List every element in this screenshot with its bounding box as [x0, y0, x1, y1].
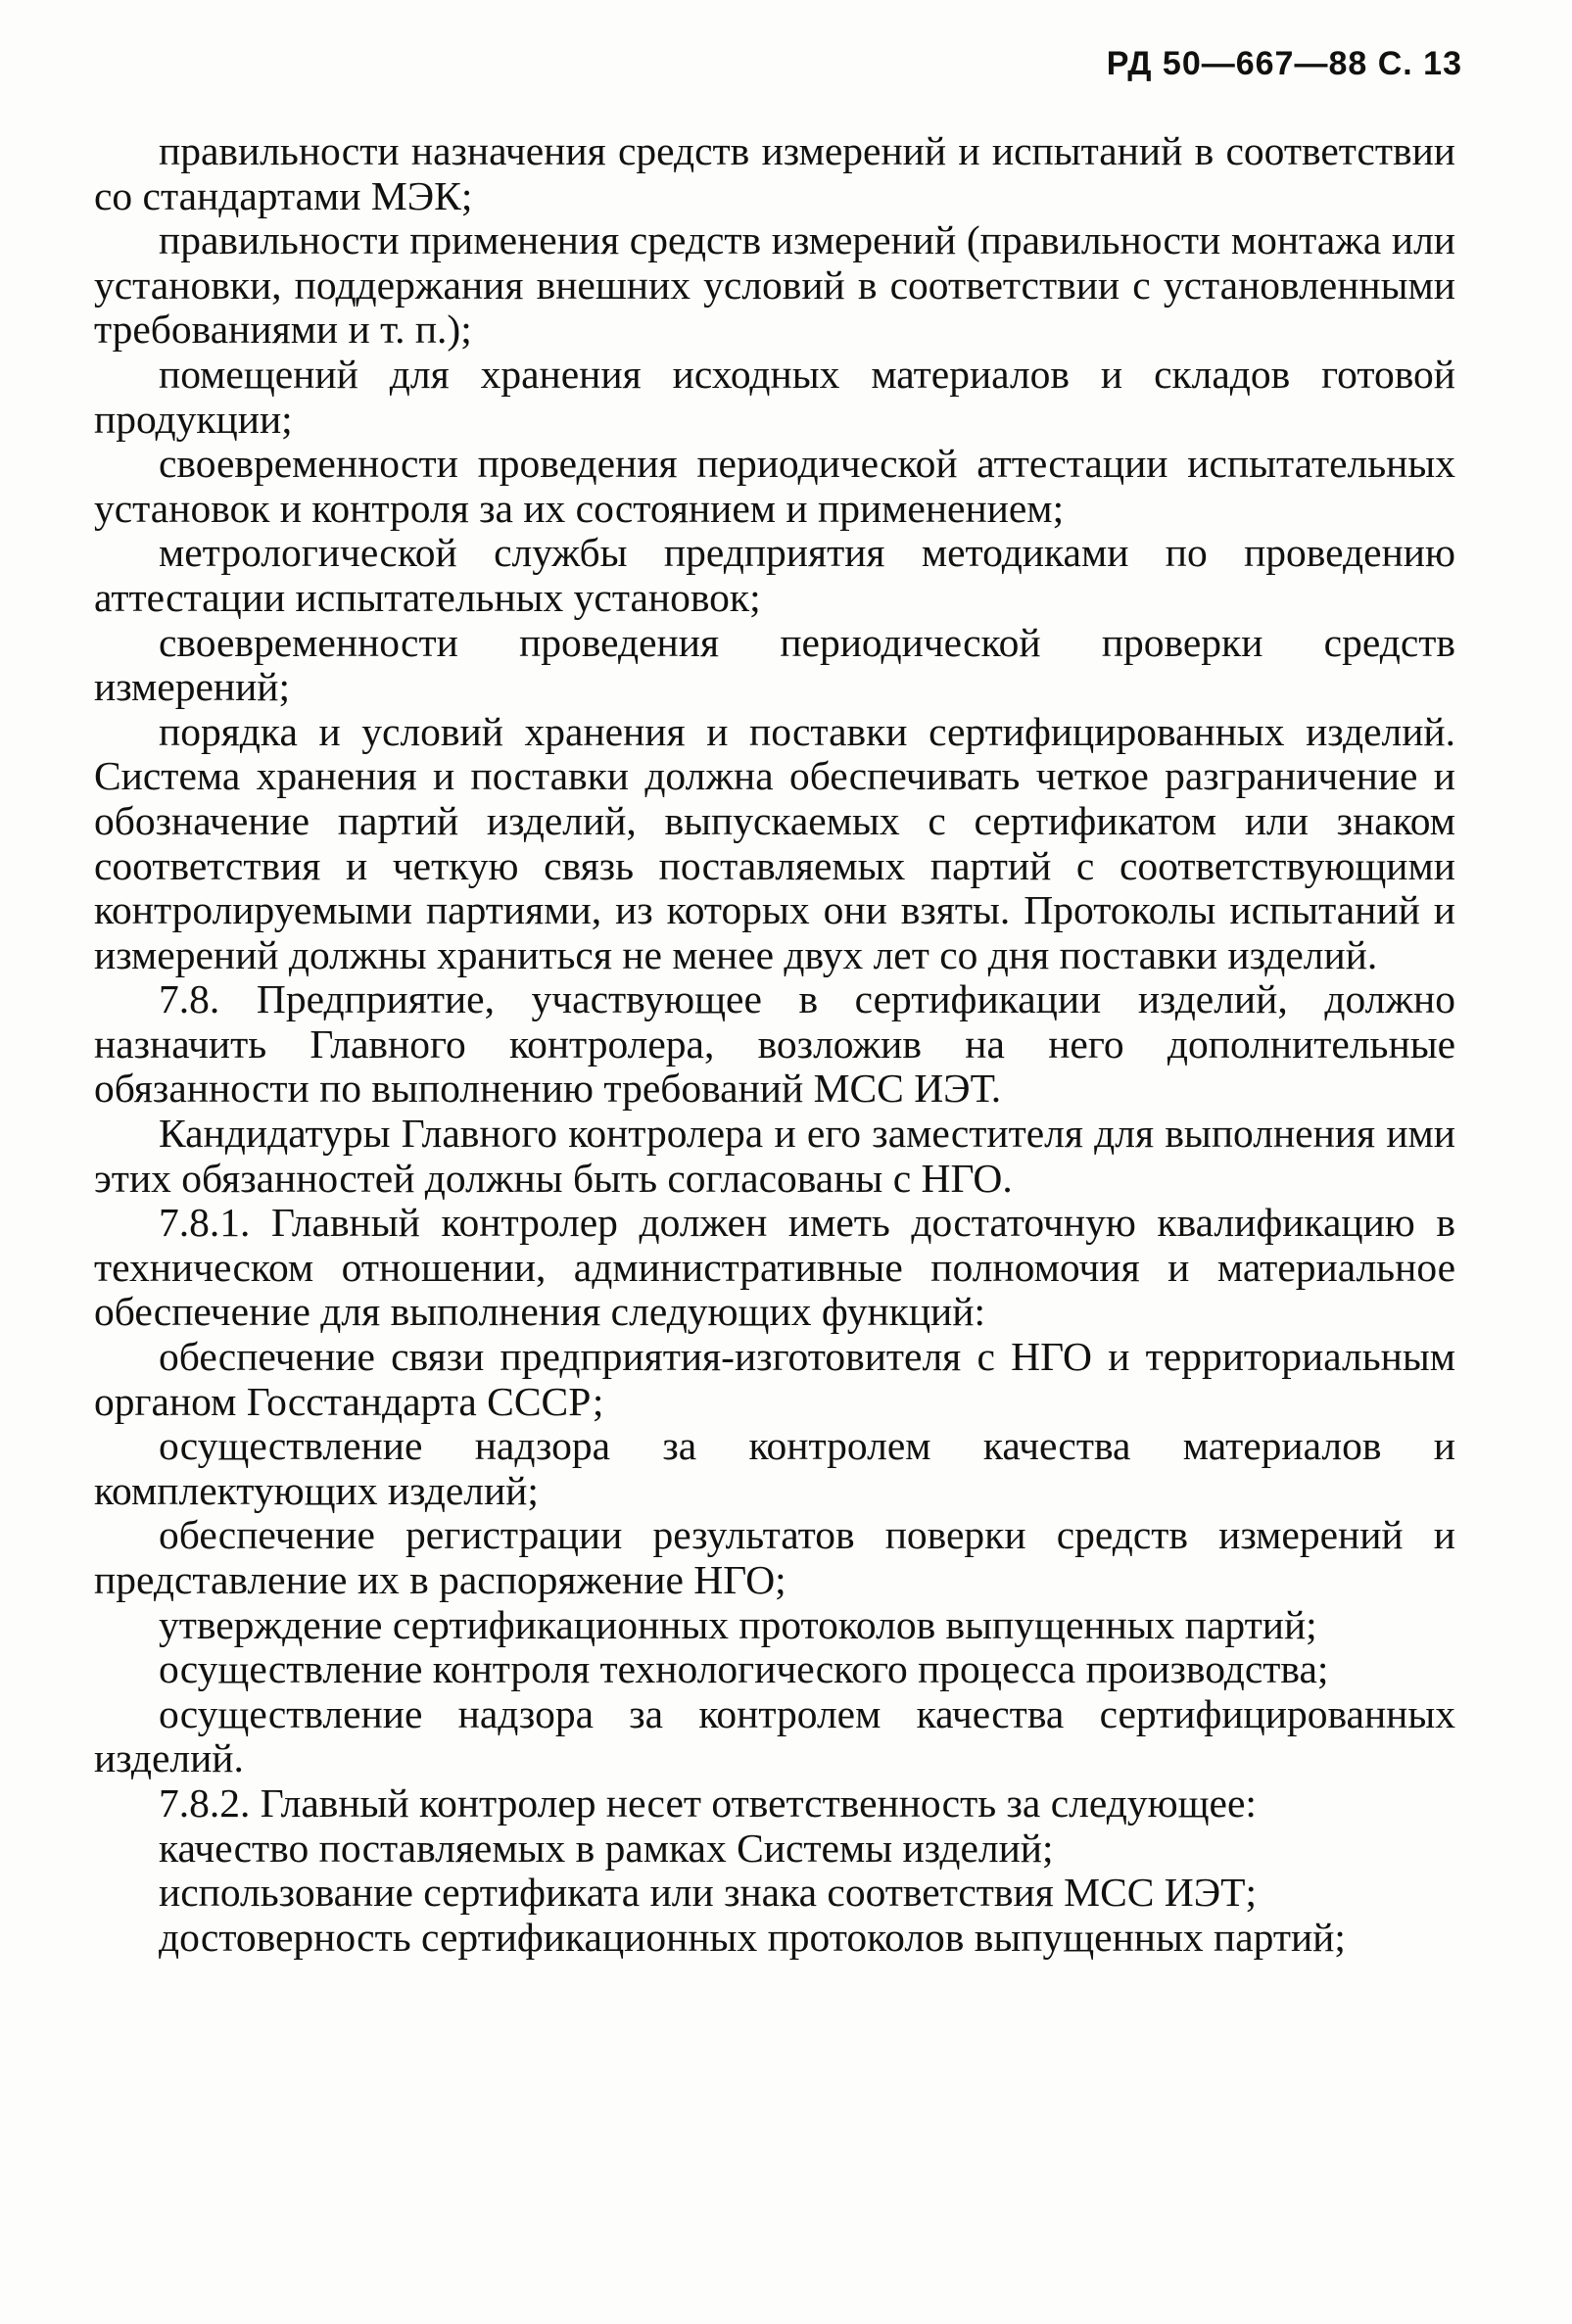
paragraph-7-8-2: 7.8.2. Главный контролер несет ответственность за следующее: [159, 1779, 1257, 1826]
paragraph-5: метрологической службы предприятия методиками по проведению аттестации испытательных установок; [94, 530, 1455, 620]
responsibility-item-1: качество поставляемых в рамках Системы изделий; [159, 1825, 1054, 1871]
paragraph-3: помещений для хранения исходных материалов и складов готовой продукции; [94, 351, 1455, 442]
paragraph-7-8: 7.8. Предприятие, участвующее в сертификации изделий, должно назначить Главного контролера, возложив на него дополнительные обязанности по выполнению требований МСС ИЭТ. [94, 976, 1455, 1112]
function-item-1: обеспечение связи предприятия-изготовителя с НГО и территориальным органом Госстандарта СССР; [94, 1334, 1455, 1424]
paragraph-4: своевременности проведения периодической аттестации испытательных установок и контроля за их состоянием и применением; [94, 441, 1455, 531]
paragraph-1: правильности назначения средств измерений и испытаний в соответствии со стандартами МЭК; [94, 128, 1455, 218]
paragraph-7-8-1: 7.8.1. Главный контролер должен иметь достаточную квалификацию в техническом отношении, административные полномочия и материальное обеспечение для выполнения следующих функций: [94, 1200, 1455, 1335]
paragraph-2: правильности применения средств измерений (правильности монтажа или установки, поддержания внешних условий в соответствии с установленными требованиями и т. п.); [94, 217, 1455, 353]
function-item-2: осуществление надзора за контролем качества материалов и комплектующих изделий; [94, 1423, 1455, 1513]
function-item-5: осуществление контроля технологического процесса производства; [159, 1646, 1329, 1692]
responsibility-item-3: достоверность сертификационных протоколов выпущенных партий; [159, 1914, 1346, 1960]
paragraph-candidates: Кандидатуры Главного контролера и его заместителя для выполнения ими этих обязанностей должны быть согласованы с НГО. [94, 1111, 1455, 1201]
function-item-4: утверждение сертификационных протоколов выпущенных партий; [159, 1601, 1317, 1647]
document-body [94, 129, 1455, 1960]
function-item-3: обеспечение регистрации результатов поверки средств измерений и представление их в распоряжение НГО; [94, 1512, 1455, 1602]
page-header-reference: РД 50—667—88 С. 13 [1106, 45, 1462, 82]
function-item-6: осуществление надзора за контролем качества сертифицированных изделий. [94, 1690, 1455, 1781]
paragraph-7: порядка и условий хранения и поставки сертифицированных изделий. Система хранения и поставки должна обеспечивать четкое разграничение и обозначение партий изделий, выпускаемых с сертификатом или знаком соответствия и четкую связь поставляемых партий с соответствующими контролируемыми партиями, из которых они взяты. Протоколы испытаний и измерений должны храниться не менее двух лет со дня поставки изделий. [94, 708, 1455, 977]
paragraph-6: своевременности проведения периодической проверки средств измерений; [94, 619, 1455, 710]
responsibility-item-2: использование сертификата или знака соответствия МСС ИЭТ; [159, 1870, 1258, 1916]
